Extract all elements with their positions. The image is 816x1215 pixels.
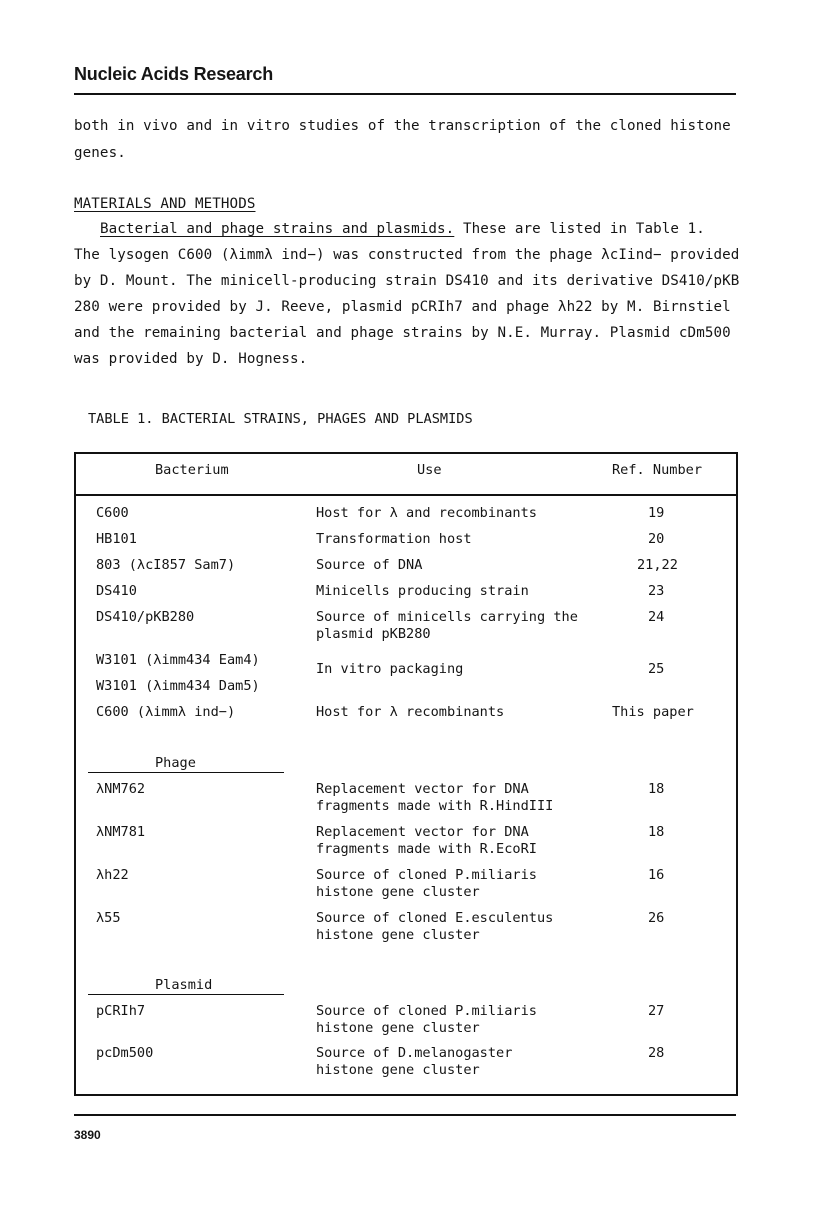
plasmid-heading-rule: [88, 994, 284, 995]
intro-line-2: genes.: [74, 145, 126, 161]
table-row-ref: 19: [648, 505, 665, 521]
table-row-use: Replacement vector for DNA fragments made with R.EcoRI: [316, 824, 537, 857]
table-row-name: DS410/pKB280: [96, 609, 195, 625]
table-row-ref: 26: [648, 910, 665, 926]
table-row-ref: 21,22: [637, 557, 678, 573]
table-row-use: Replacement vector for DNA fragments made with R.HindIII: [316, 781, 554, 814]
section-heading: MATERIALS AND METHODS: [74, 196, 256, 212]
table-row-name: pCRIh7: [96, 1003, 146, 1019]
table-row-use: Source of DNA: [316, 557, 423, 573]
table-row-name: λh22: [96, 867, 129, 883]
methods-line-1-text: These are listed in Table 1.: [462, 221, 705, 237]
table-row-ref: 28: [648, 1045, 665, 1061]
phage-heading-rule: [88, 772, 284, 773]
methods-line-1: [100, 221, 705, 237]
methods-line-6: was provided by D. Hogness.: [74, 351, 308, 367]
table-row-use: Source of cloned P.miliaris histone gene cluster: [316, 867, 537, 900]
col-header-bacterium: Bacterium: [155, 462, 229, 478]
table-header-rule: [76, 494, 736, 496]
table-row-use: In vitro packaging: [316, 661, 464, 677]
subheading: Bacterial and phage strains and plasmids.: [100, 221, 455, 237]
page-number: 3890: [74, 1128, 101, 1142]
methods-line-4: 280 were provided by J. Reeve, plasmid pCRIh7 and phage λh22 by M. Birnstiel: [74, 299, 731, 315]
table-row-name: W3101 (λimm434 Dam5): [96, 678, 260, 694]
table-frame: [74, 452, 738, 1096]
table-row-name: W3101 (λimm434 Eam4): [96, 652, 260, 668]
journal-title: Nucleic Acids Research: [74, 64, 274, 84]
col-header-ref: Ref. Number: [612, 462, 703, 478]
table-row-name: C600 (λimmλ ind−): [96, 704, 236, 720]
table-row-use: Source of minicells carrying the plasmid pKB280: [316, 609, 578, 642]
phage-heading: Phage: [155, 755, 196, 771]
col-header-use: Use: [417, 462, 442, 478]
table-row-ref: 16: [648, 867, 665, 883]
table-row-use: Source of cloned P.miliaris histone gene cluster: [316, 1003, 537, 1036]
table-row-name: DS410: [96, 583, 137, 599]
table-row-use: Host for λ recombinants: [316, 704, 505, 720]
table-row-use: Transformation host: [316, 531, 472, 547]
table-title: TABLE 1. BACTERIAL STRAINS, PHAGES AND PLASMIDS: [88, 411, 473, 427]
table-row-ref: 27: [648, 1003, 665, 1019]
table-row-ref: 20: [648, 531, 665, 547]
header-rule: [74, 93, 736, 95]
intro-line-1: both in vivo and in vitro studies of the transcription of the cloned histone: [74, 118, 731, 134]
footer-rule: [74, 1114, 736, 1116]
table-row-name: 803 (λcI857 Sam7): [96, 557, 236, 573]
table-row-name: C600: [96, 505, 129, 521]
table-row-ref: 23: [648, 583, 665, 599]
methods-line-3: by D. Mount. The minicell-producing strain DS410 and its derivative DS410/pKB: [74, 273, 740, 289]
table-row-name: HB101: [96, 531, 137, 547]
table-row-name: λNM762: [96, 781, 146, 797]
table-row-use: Source of D.melanogaster histone gene cluster: [316, 1045, 513, 1078]
table-row-use: Minicells producing strain: [316, 583, 529, 599]
plasmid-heading: Plasmid: [155, 977, 213, 993]
table-row-use: Source of cloned E.esculentus histone gene cluster: [316, 910, 554, 943]
methods-line-2: The lysogen C600 (λimmλ ind−) was constructed from the phage λcIind− provided: [74, 247, 740, 263]
table-row-ref: This paper: [612, 704, 694, 720]
table-row-name: λ55: [96, 910, 121, 926]
table-row-ref: 18: [648, 781, 665, 797]
table-row-use: Host for λ and recombinants: [316, 505, 537, 521]
table-row-name: pcDm500: [96, 1045, 154, 1061]
table-row-ref: 25: [648, 661, 665, 677]
table-row-name: λNM781: [96, 824, 146, 840]
methods-line-5: and the remaining bacterial and phage strains by N.E. Murray. Plasmid cDm500: [74, 325, 731, 341]
table-row-ref: 24: [648, 609, 665, 625]
table-row-ref: 18: [648, 824, 665, 840]
